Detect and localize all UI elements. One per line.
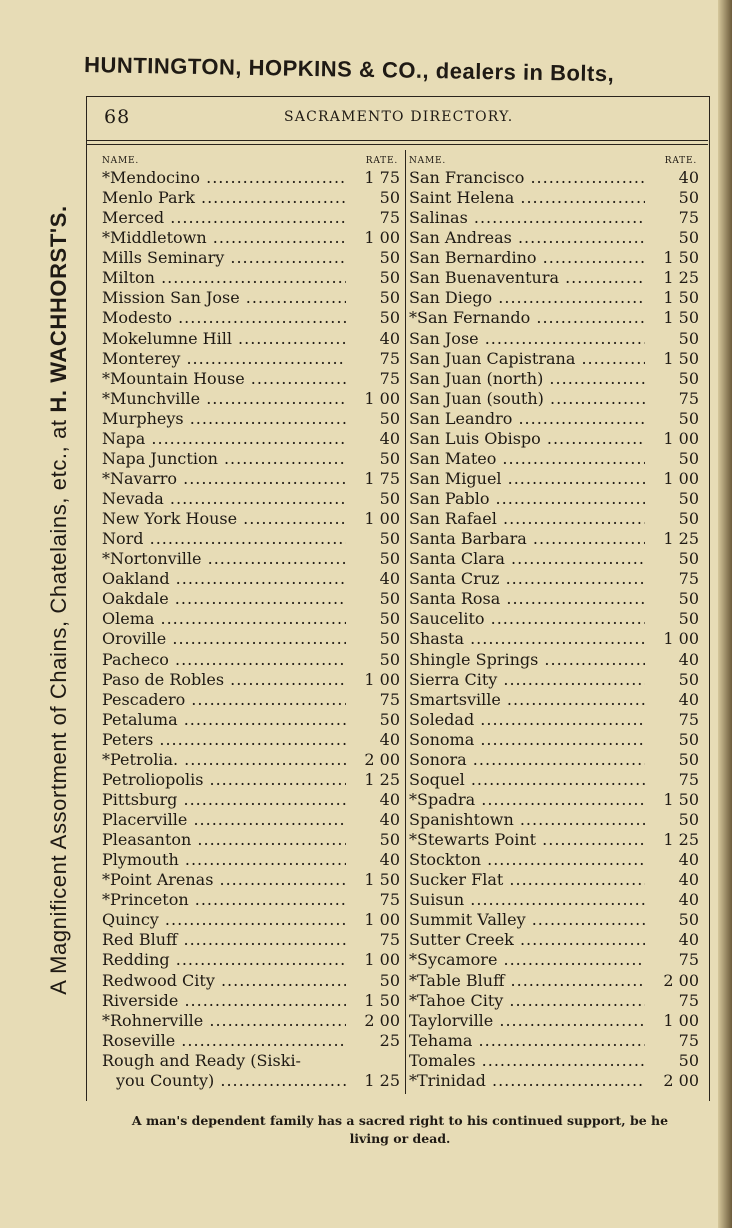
entry-name: San Bernardino .....: [409, 248, 645, 268]
directory-entry: [102, 329, 402, 349]
name-column-label: NAME.: [409, 156, 447, 166]
directory-entry: [409, 991, 701, 1011]
entry-rate: 40: [377, 429, 400, 449]
entry-rate: 50: [377, 288, 400, 308]
directory-entry: [409, 670, 701, 690]
directory-entry: [102, 349, 402, 369]
entry-rate: 1 00: [361, 670, 400, 690]
directory-entry: [102, 1011, 402, 1031]
entry-rate: 40: [377, 810, 400, 830]
entry-name: Stockton .....: [409, 850, 645, 870]
entry-name: *Trinidad .....: [409, 1071, 645, 1091]
entry-name: Sierra City .....: [409, 670, 645, 690]
entry-name: Nevada .....: [102, 489, 346, 509]
entry-rate: 50: [377, 529, 400, 549]
directory-entry: [409, 750, 701, 770]
entry-rate: 40: [676, 850, 699, 870]
entry-rate: 1 00: [361, 509, 400, 529]
side-advert-banner: [46, 110, 86, 1090]
side-banner-prefix: A Magnificent Assortment of Chains, Chatelains, etc., at: [46, 419, 71, 995]
entry-rate: 40: [377, 569, 400, 589]
entry-name: Sutter Creek .....: [409, 930, 645, 950]
entry-name: San Juan (south) .....: [409, 389, 645, 409]
entry-rate: 50: [676, 670, 699, 690]
directory-entry: [102, 730, 402, 750]
directory-entry: [409, 910, 701, 930]
directory-entry: [102, 910, 402, 930]
entry-name: Mills Seminary .....: [102, 248, 346, 268]
entry-rate: 40: [676, 870, 699, 890]
entry-rate: 50: [676, 589, 699, 609]
entry-name: Murpheys .....: [102, 409, 346, 429]
entry-rate: 50: [377, 268, 400, 288]
entry-rate: 2 00: [361, 750, 400, 770]
entry-rate: 50: [377, 409, 400, 429]
directory-entry: [102, 930, 402, 950]
entry-rate: 50: [676, 449, 699, 469]
directory-entry: [409, 950, 701, 970]
entry-rate: 75: [676, 950, 699, 970]
directory-entry: [409, 288, 701, 308]
entry-name: Rough and Ready (Siski-: [102, 1050, 301, 1070]
entry-rate: 40: [676, 890, 699, 910]
directory-entry: [409, 208, 701, 228]
directory-entry: [102, 248, 402, 268]
entry-name: San Jose .....: [409, 329, 645, 349]
directory-entry: [409, 629, 701, 649]
entry-name: Merced .....: [102, 208, 346, 228]
entry-rate: 1 00: [660, 1011, 699, 1031]
entry-name: Oakdale .....: [102, 589, 346, 609]
entry-name: Santa Cruz .....: [409, 569, 645, 589]
entry-rate: 50: [377, 609, 400, 629]
entry-rate: 50: [377, 971, 400, 991]
entry-name: Taylorville .....: [409, 1011, 645, 1031]
entry-name: Quincy .....: [102, 910, 346, 930]
directory-entry: [102, 810, 402, 830]
directory-entry: [102, 670, 402, 690]
entry-rate: 50: [676, 609, 699, 629]
page-edge: [718, 0, 732, 1228]
directory-entry: [409, 188, 701, 208]
entry-rate: 50: [676, 549, 699, 569]
entry-rate: 40: [377, 329, 400, 349]
entry-rate: 75: [377, 930, 400, 950]
directory-entry: [102, 1051, 402, 1071]
directory-entry: [102, 569, 402, 589]
entry-name: Suisun .....: [409, 890, 645, 910]
entry-rate: 75: [676, 991, 699, 1011]
directory-entry: [409, 870, 701, 890]
entry-rate: 50: [676, 810, 699, 830]
entry-rate: 1 00: [361, 389, 400, 409]
directory-entry: [409, 1071, 701, 1091]
page-number: 68: [104, 106, 131, 128]
directory-entry: [102, 188, 402, 208]
directory-entry: [409, 730, 701, 750]
entry-name: *Point Arenas .....: [102, 870, 346, 890]
entry-name: Menlo Park .....: [102, 188, 346, 208]
directory-entry: [102, 830, 402, 850]
directory-entry: [409, 248, 701, 268]
entry-name: Paso de Robles .....: [102, 670, 346, 690]
directory-entry: [409, 449, 701, 469]
page-title: SACRAMENTO DIRECTORY.: [284, 109, 514, 125]
entry-rate: 40: [377, 850, 400, 870]
directory-entry: [102, 991, 402, 1011]
entry-rate: 50: [377, 308, 400, 328]
entry-rate: 50: [676, 509, 699, 529]
directory-entry: [102, 369, 402, 389]
directory-entry: [409, 770, 701, 790]
entry-rate: 50: [377, 188, 400, 208]
directory-entry: [102, 790, 402, 810]
directory-entry: [409, 930, 701, 950]
directory-entry: [102, 710, 402, 730]
directory-entry: [102, 389, 402, 409]
entry-name: Oroville .....: [102, 629, 346, 649]
entry-rate: 40: [676, 650, 699, 670]
entry-name: San Luis Obispo .....: [409, 429, 645, 449]
entry-name: Redding .....: [102, 950, 346, 970]
entry-name: *Munchville .....: [102, 389, 346, 409]
directory-entry: [102, 1031, 402, 1051]
entry-name: Salinas .....: [409, 208, 645, 228]
directory-entry: [102, 509, 402, 529]
entry-rate: 1 25: [660, 529, 699, 549]
entry-rate: 1 00: [660, 469, 699, 489]
entry-name: New York House .....: [102, 509, 346, 529]
directory-entry: [102, 529, 402, 549]
entry-name: Placerville .....: [102, 810, 346, 830]
entry-rate: 75: [676, 1031, 699, 1051]
left-column: [102, 150, 402, 1094]
entry-rate: 50: [676, 910, 699, 930]
directory-entry: [409, 469, 701, 489]
directory-entry: [409, 790, 701, 810]
entry-name: Sucker Flat .....: [409, 870, 645, 890]
directory-entry: [409, 529, 701, 549]
entry-rate: 50: [377, 248, 400, 268]
directory-entry: [409, 890, 701, 910]
entry-rate: 1 00: [660, 629, 699, 649]
entry-name: San Miguel .....: [409, 469, 645, 489]
directory-entry: [102, 1071, 402, 1091]
entry-name: Peters .....: [102, 730, 346, 750]
directory-entry: [102, 409, 402, 429]
entry-name: Nord .....: [102, 529, 346, 549]
entry-name: Oakland .....: [102, 569, 346, 589]
entry-name: Spanishtown .....: [409, 810, 645, 830]
directory-entry: [102, 609, 402, 629]
side-banner-name: H. WACHHORST'S.: [46, 205, 71, 413]
entry-name: *Rohnerville .....: [102, 1011, 346, 1031]
entry-name: San Rafael .....: [409, 509, 645, 529]
entry-rate: 50: [676, 369, 699, 389]
entry-name: Saucelito .....: [409, 609, 645, 629]
entry-rate: 50: [676, 329, 699, 349]
directory-entry: [102, 589, 402, 609]
directory-entry: [409, 850, 701, 870]
directory-entry: [409, 489, 701, 509]
entry-name: Santa Barbara .....: [409, 529, 645, 549]
entry-rate: 75: [377, 349, 400, 369]
entry-rate: 1 50: [660, 308, 699, 328]
directory-entry: [102, 288, 402, 308]
directory-entry: [102, 870, 402, 890]
entry-rate: 50: [377, 489, 400, 509]
footer-line-2: living or dead.: [349, 1131, 451, 1146]
entry-name: Petroliopolis .....: [102, 770, 346, 790]
entry-name: Redwood City .....: [102, 971, 346, 991]
directory-entry: [409, 409, 701, 429]
entry-rate: 75: [676, 389, 699, 409]
entry-rate: 1 25: [361, 770, 400, 790]
directory-entry: [409, 710, 701, 730]
entry-rate: 50: [377, 449, 400, 469]
entry-name: *Stewarts Point .....: [409, 830, 645, 850]
entry-rate: 50: [377, 830, 400, 850]
rate-column-label: RATE.: [664, 156, 697, 166]
directory-entry: [409, 429, 701, 449]
directory-entry: [102, 850, 402, 870]
directory-entry: [409, 589, 701, 609]
entry-rate: 50: [676, 750, 699, 770]
entry-rate: 1 00: [361, 950, 400, 970]
directory-entry: [102, 429, 402, 449]
top-banner-rest: dealers in Bolts,: [435, 58, 615, 87]
entry-name: Soquel .....: [409, 770, 645, 790]
footer-line-1: A man's dependent family has a sacred right to his continued support, be he: [131, 1113, 669, 1128]
entry-name: Shasta .....: [409, 629, 645, 649]
entry-name: San Pablo .....: [409, 489, 645, 509]
entry-name: *Navarro .....: [102, 469, 346, 489]
entry-name: Monterey .....: [102, 349, 346, 369]
entry-rate: 50: [676, 228, 699, 248]
directory-entry: [409, 308, 701, 328]
entry-rate: 1 50: [660, 288, 699, 308]
entry-name: Napa Junction .....: [102, 449, 346, 469]
entry-name: San Mateo .....: [409, 449, 645, 469]
entry-rate: 1 50: [361, 991, 400, 1011]
directory-entry: [409, 369, 701, 389]
directory-entry: [102, 950, 402, 970]
directory-entry: [102, 890, 402, 910]
entry-name: Pittsburg .....: [102, 790, 346, 810]
entry-name: Summit Valley .....: [409, 910, 645, 930]
entry-name: Roseville .....: [102, 1031, 346, 1051]
header-rule: [86, 140, 708, 141]
entry-name: San Buenaventura .....: [409, 268, 645, 288]
entry-name: San Juan (north) .....: [409, 369, 645, 389]
entry-rate: 2 00: [361, 1011, 400, 1031]
entry-rate: 75: [676, 569, 699, 589]
entry-rate: 1 25: [660, 268, 699, 288]
directory-entry: [102, 168, 402, 188]
entry-rate: 75: [676, 770, 699, 790]
entry-rate: 50: [377, 650, 400, 670]
top-banner-firm: HUNTINGTON, HOPKINS & CO.,: [83, 52, 430, 84]
header-rule-double: [86, 144, 708, 145]
entry-rate: 40: [676, 690, 699, 710]
directory-entry: [409, 569, 701, 589]
entry-rate: 1 00: [361, 228, 400, 248]
entry-rate: 75: [676, 710, 699, 730]
entry-rate: 2 00: [660, 971, 699, 991]
entry-name: *Petrolia. .....: [102, 750, 346, 770]
directory-entry: [102, 469, 402, 489]
entry-name: Petaluma .....: [102, 710, 346, 730]
entry-rate: 2 00: [660, 1071, 699, 1091]
entry-name: Smartsville .....: [409, 690, 645, 710]
entry-rate: 50: [377, 589, 400, 609]
entry-rate: 50: [676, 1051, 699, 1071]
entry-rate: 1 50: [660, 349, 699, 369]
entry-name: Napa .....: [102, 429, 346, 449]
entry-rate: 1 50: [660, 248, 699, 268]
entry-name: Santa Rosa .....: [409, 589, 645, 609]
entry-rate: 1 50: [361, 870, 400, 890]
directory-entry: [409, 168, 701, 188]
entry-rate: 1 25: [660, 830, 699, 850]
directory-entry: [102, 489, 402, 509]
entry-rate: 50: [377, 629, 400, 649]
entry-rate: 75: [377, 208, 400, 228]
entry-name: you County) .....: [116, 1071, 346, 1091]
entry-rate: 1 00: [361, 910, 400, 930]
directory-entry: [409, 389, 701, 409]
directory-entry: [102, 549, 402, 569]
entry-rate: 50: [377, 710, 400, 730]
entry-name: *Nortonville .....: [102, 549, 346, 569]
entry-name: Saint Helena .....: [409, 188, 645, 208]
entry-name: *Tahoe City .....: [409, 991, 645, 1011]
entry-name: Mokelumne Hill .....: [102, 329, 346, 349]
entry-name: *Table Bluff .....: [409, 971, 645, 991]
name-column-label: NAME.: [102, 156, 140, 166]
entry-name: *Middletown .....: [102, 228, 346, 248]
entry-name: Shingle Springs .....: [409, 650, 645, 670]
directory-entry: [102, 690, 402, 710]
entry-name: Pacheco .....: [102, 650, 346, 670]
right-column: [409, 150, 701, 1094]
entry-name: *Mountain House .....: [102, 369, 346, 389]
entry-rate: 25: [377, 1031, 400, 1051]
entry-name: Sonora .....: [409, 750, 645, 770]
directory-entry: [409, 609, 701, 629]
entry-name: Modesto .....: [102, 308, 346, 328]
entry-rate: 40: [676, 168, 699, 188]
directory-entry: [102, 971, 402, 991]
entry-rate: 75: [377, 690, 400, 710]
footer-motto: [90, 1112, 710, 1148]
directory-entry: [409, 509, 701, 529]
entry-name: San Diego .....: [409, 288, 645, 308]
entry-name: San Andreas .....: [409, 228, 645, 248]
entry-name: *San Fernando .....: [409, 308, 645, 328]
entry-rate: 75: [676, 208, 699, 228]
page-header: [104, 106, 704, 134]
entry-name: Milton .....: [102, 268, 346, 288]
entry-rate: 40: [377, 790, 400, 810]
entry-name: Mission San Jose .....: [102, 288, 346, 308]
directory-entry: [409, 810, 701, 830]
entry-name: Red Bluff .....: [102, 930, 346, 950]
column-divider: [405, 150, 406, 1094]
entry-name: Santa Clara .....: [409, 549, 645, 569]
directory-entry: [102, 208, 402, 228]
directory-entry: [409, 228, 701, 248]
entry-rate: 75: [377, 890, 400, 910]
entry-name: Riverside .....: [102, 991, 346, 1011]
entry-name: San Leandro .....: [409, 409, 645, 429]
entry-rate: 1 75: [361, 469, 400, 489]
entry-name: Pleasanton .....: [102, 830, 346, 850]
directory-entry: [409, 1031, 701, 1051]
left-column-header: [102, 150, 402, 168]
entry-name: Soledad .....: [409, 710, 645, 730]
directory-entry: [102, 629, 402, 649]
entry-rate: 50: [676, 188, 699, 208]
entry-name: *Sycamore .....: [409, 950, 645, 970]
entry-name: *Princeton .....: [102, 890, 346, 910]
entry-name: Plymouth .....: [102, 850, 346, 870]
directory-entry: [409, 268, 701, 288]
entry-rate: 50: [676, 730, 699, 750]
directory-entry: [409, 971, 701, 991]
entry-rate: 50: [377, 549, 400, 569]
directory-entry: [409, 1051, 701, 1071]
directory-entry: [409, 830, 701, 850]
directory-entry: [409, 349, 701, 369]
directory-entry: [102, 228, 402, 248]
entry-name: *Spadra .....: [409, 790, 645, 810]
directory-entry: [102, 308, 402, 328]
directory-entry: [409, 329, 701, 349]
directory-entry: [409, 690, 701, 710]
right-column-header: [409, 150, 701, 168]
entry-name: Tomales .....: [409, 1051, 645, 1071]
entry-name: *Mendocino .....: [102, 168, 346, 188]
entry-rate: 40: [377, 730, 400, 750]
rate-column-label: RATE.: [365, 156, 398, 166]
entry-name: Sonoma .....: [409, 730, 645, 750]
directory-entry: [102, 268, 402, 288]
directory-entry: [102, 750, 402, 770]
entry-name: San Francisco .....: [409, 168, 645, 188]
entry-rate: 50: [676, 489, 699, 509]
entry-rate: 1 75: [361, 168, 400, 188]
directory-entry: [102, 770, 402, 790]
directory-entry: [409, 650, 701, 670]
directory-entry: [409, 549, 701, 569]
entry-name: Pescadero .....: [102, 690, 346, 710]
entry-rate: 40: [676, 930, 699, 950]
directory-entry: [102, 449, 402, 469]
entry-rate: 1 50: [660, 790, 699, 810]
entry-name: Tehama .....: [409, 1031, 645, 1051]
entry-rate: 50: [676, 409, 699, 429]
directory-entry: [409, 1011, 701, 1031]
entry-name: San Juan Capistrana .....: [409, 349, 645, 369]
entry-name: Olema .....: [102, 609, 346, 629]
entry-rate: 1 25: [361, 1071, 400, 1091]
entry-rate: 75: [377, 369, 400, 389]
directory-entry: [102, 650, 402, 670]
entry-rate: 1 00: [660, 429, 699, 449]
